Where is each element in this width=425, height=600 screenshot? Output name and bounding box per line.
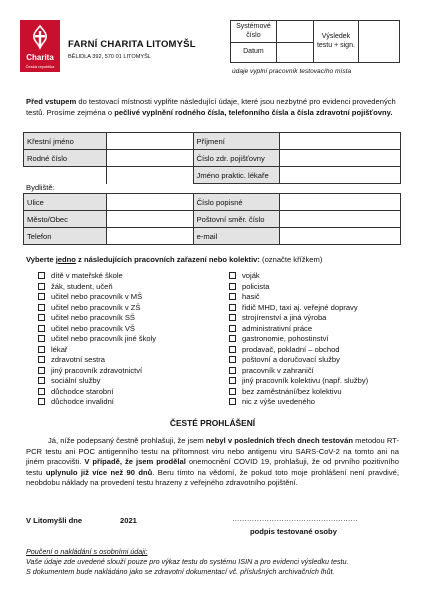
intro-bold-emphasis: pečlivé vyplnění rodného čísla, telefonního čísla a čísla zdravotní pojišťovny. <box>114 108 393 117</box>
checkbox[interactable] <box>229 283 236 290</box>
checkbox[interactable] <box>38 335 45 342</box>
list-item[interactable] <box>38 366 156 377</box>
logo-subtext: Česká republika <box>25 64 55 69</box>
logo-text: Charita <box>26 53 54 62</box>
list-item[interactable] <box>38 376 156 387</box>
city-label: Město/Obec <box>24 211 107 228</box>
checkbox[interactable] <box>38 367 45 374</box>
surname-field[interactable] <box>280 133 401 150</box>
list-item[interactable] <box>229 313 368 324</box>
instruction-prefix: Vyberte <box>26 255 56 264</box>
checkbox[interactable] <box>229 314 236 321</box>
list-item[interactable] <box>229 334 368 345</box>
checkbox[interactable] <box>38 314 45 321</box>
birth-number-label: Rodné číslo <box>24 150 107 167</box>
house-number-label: Číslo popisné <box>193 194 280 211</box>
list-item-label: poštovní a doručovací služby <box>242 355 340 364</box>
list-item-label: nic z výše uvedeného <box>242 397 316 406</box>
charita-logo <box>20 20 60 72</box>
checkbox[interactable] <box>229 335 236 342</box>
checkbox[interactable] <box>229 398 236 405</box>
list-item-label: učitel nebo pracovník VŠ <box>51 323 136 333</box>
office-use-note: údaje vyplní pracovník testovacího místa <box>232 68 352 75</box>
doctor-name-label: Jméno praktic. lékaře <box>193 167 280 184</box>
list-item[interactable] <box>38 334 156 345</box>
first-name-label: Křestní jméno <box>24 133 107 150</box>
signature-place-date: V Litomyšli dne <box>26 516 83 525</box>
list-item[interactable] <box>38 355 156 366</box>
checkbox[interactable] <box>229 367 236 374</box>
list-item[interactable] <box>38 271 156 282</box>
checkbox[interactable] <box>38 356 45 363</box>
result-label: Výsledek testu + sign. <box>313 21 359 63</box>
declaration-bold: nebyl v posledních třech dnech testován <box>205 436 353 445</box>
list-item-label: sociální služby <box>51 376 101 385</box>
list-item-label: jiný pracovník zdravotnictví <box>51 365 143 375</box>
street-label: Ulice <box>24 194 107 211</box>
list-item-label: důchodce starobní <box>51 386 114 396</box>
date-label: Datum <box>231 43 277 63</box>
residence-table <box>23 193 401 245</box>
list-item-label: učitel nebo pracovník jiné školy <box>51 334 157 343</box>
list-item-label: policista <box>242 281 270 291</box>
list-item-label: dítě v mateřské škole <box>51 271 123 280</box>
date-field[interactable] <box>276 43 313 63</box>
declaration-part: metodou RT-PCR testu ani POC antigenního testu na přítomnost viru nebo antigenu viru SARS-CoV-2 na tomto ani na jiném pracovišti. <box>26 436 399 467</box>
privacy-notice <box>26 547 406 577</box>
list-item[interactable] <box>38 324 156 335</box>
intro-text: do testovací místnosti vyplňte následující údaje, které jsou nezbytné pro evidenci provedených testů. Prosíme zejména o <box>26 97 396 117</box>
list-item[interactable] <box>38 292 156 303</box>
privacy-notice-line: Vaše údaje zde uvedené slouží pouze pro výkaz testu do systému ISIN a pro evidenci výsledku testu. <box>26 557 349 566</box>
signature-year: 2021 <box>120 516 137 525</box>
list-item[interactable] <box>229 292 368 303</box>
checkbox[interactable] <box>38 377 45 384</box>
list-item-label: jiný pracovník kolektivu (např. služby) <box>242 376 369 385</box>
list-item[interactable] <box>38 282 156 293</box>
postal-code-field[interactable] <box>280 211 401 228</box>
list-item[interactable] <box>38 303 156 314</box>
list-item[interactable] <box>229 345 368 356</box>
checkbox[interactable] <box>38 304 45 311</box>
instruction-underlined: jedno <box>55 255 76 264</box>
checkbox[interactable] <box>229 356 236 363</box>
organization-name: FARNÍ CHARITA LITOMYŠL <box>68 39 196 50</box>
checkbox[interactable] <box>38 325 45 332</box>
blank-cell <box>106 167 193 184</box>
checkbox[interactable] <box>229 388 236 395</box>
list-item[interactable] <box>38 313 156 324</box>
list-item-label: bez zaměstnání/bez kolektivu <box>242 386 342 396</box>
organization-address: BĚLIDLA 392, 570 01 LITOMYŠL <box>68 54 151 60</box>
list-item-label: žák, student, učeň <box>51 281 113 291</box>
system-number-field[interactable] <box>276 21 313 43</box>
list-item-label: pracovník v zahraničí <box>242 365 314 375</box>
insurance-number-label: Číslo zdr. pojišťovny <box>193 150 280 167</box>
checkbox[interactable] <box>229 325 236 332</box>
phone-field[interactable] <box>106 228 193 245</box>
phone-label: Telefon <box>24 228 107 245</box>
declaration-text <box>26 436 399 489</box>
declaration-bold: V případě, že jsem prodělal <box>84 457 186 467</box>
city-field[interactable] <box>106 211 193 228</box>
list-item[interactable] <box>229 324 368 335</box>
list-item[interactable] <box>38 397 156 408</box>
birth-number-field[interactable] <box>106 150 193 167</box>
list-item[interactable] <box>229 303 368 314</box>
privacy-notice-heading: Poučení o nakládání s osobními údaji: <box>26 547 148 556</box>
instruction-middle: z následujících pracovních zařazení nebo kolektiv: <box>75 255 260 264</box>
list-item-label: důchodce invalidní <box>51 397 114 406</box>
declaration-part: Já, níže podepsaný čestně prohlašuji, že jsem <box>48 436 206 445</box>
checkbox[interactable] <box>38 293 45 300</box>
intro-paragraph <box>26 96 401 118</box>
list-item[interactable] <box>229 366 368 377</box>
list-item[interactable] <box>229 376 368 387</box>
list-item-label: lékař <box>51 344 68 354</box>
declaration-bold: uplynulo již více než 90 dnů <box>45 467 153 477</box>
email-field[interactable] <box>280 228 401 245</box>
cross-flame-icon <box>25 24 55 52</box>
checkbox[interactable] <box>229 293 236 300</box>
collective-instruction <box>26 255 322 264</box>
collective-list-left <box>38 271 156 408</box>
checkbox[interactable] <box>38 346 45 353</box>
checkbox[interactable] <box>38 398 45 405</box>
declaration-title: ČESTÉ PROHLÁŠENÍ <box>169 418 256 428</box>
list-item[interactable] <box>38 345 156 356</box>
residence-label: Bydliště: <box>26 183 55 192</box>
system-number-label: Systémové číslo <box>231 21 277 43</box>
personal-data-table <box>23 132 401 184</box>
street-field[interactable] <box>106 194 193 211</box>
list-item-label: strojírenství a jiná výroba <box>242 313 327 322</box>
privacy-notice-line: S dokumentem bude nakládáno jako se zdravotní dokumentací vč. příslušných archivačních lhůt. <box>26 567 335 576</box>
office-use-table <box>230 20 400 63</box>
postal-code-label: Poštovní směr. číslo <box>193 211 280 228</box>
checkbox[interactable] <box>229 272 236 279</box>
email-label: e-mail <box>193 228 280 245</box>
list-item[interactable] <box>229 387 368 398</box>
checkbox[interactable] <box>38 283 45 290</box>
declaration-part: . Beru tímto na vědomí, že pokud toto moje prohlášení není pravdivé, neobdobu náklady na provedení testu hrazeny z veřejného zdravotního pojištění. <box>26 467 399 488</box>
collective-list-right <box>229 271 368 408</box>
intro-bold-start: Před vstupem <box>26 97 77 106</box>
checkbox[interactable] <box>229 346 236 353</box>
house-number-field[interactable] <box>280 194 401 211</box>
list-item-label: učitel nebo pracovník v ZŠ <box>51 302 141 312</box>
checkbox[interactable] <box>38 388 45 395</box>
list-item-label: zdravotní sestra <box>51 355 106 364</box>
list-item[interactable] <box>229 397 368 408</box>
list-item[interactable] <box>38 387 156 398</box>
first-name-field[interactable] <box>106 133 193 150</box>
signature-label: podpis testované osoby <box>250 527 337 536</box>
instruction-suffix: (označte křížkem) <box>259 255 323 264</box>
list-item-label: učitel nebo pracovník SŠ <box>51 313 136 322</box>
list-item-label: administrativní práce <box>242 323 313 333</box>
list-item-label: prodavač, pokladní – obchod <box>242 344 340 354</box>
list-item-label: řidič MHD, taxi aj. veřejné dopravy <box>242 302 358 312</box>
result-field[interactable] <box>359 21 400 63</box>
blank-cell <box>24 167 107 184</box>
list-item[interactable] <box>229 271 368 282</box>
signature-line[interactable]: …………………………………………… <box>232 514 358 523</box>
list-item-label: voják <box>242 271 260 280</box>
list-item[interactable] <box>229 282 368 293</box>
list-item[interactable] <box>229 355 368 366</box>
insurance-number-field[interactable] <box>280 150 401 167</box>
checkbox[interactable] <box>229 377 236 384</box>
list-item-label: gastronomie, pohostinství <box>242 334 329 343</box>
surname-label: Příjmení <box>193 133 280 150</box>
list-item-label: hasič <box>242 292 260 301</box>
doctor-name-field[interactable] <box>280 167 401 184</box>
checkbox[interactable] <box>38 272 45 279</box>
list-item-label: učitel nebo pracovník v MŠ <box>51 292 143 301</box>
declaration-part: onemocnění COVID 19, prohlašuji, že od prvního pozitivního testu <box>26 457 399 477</box>
checkbox[interactable] <box>229 304 236 311</box>
